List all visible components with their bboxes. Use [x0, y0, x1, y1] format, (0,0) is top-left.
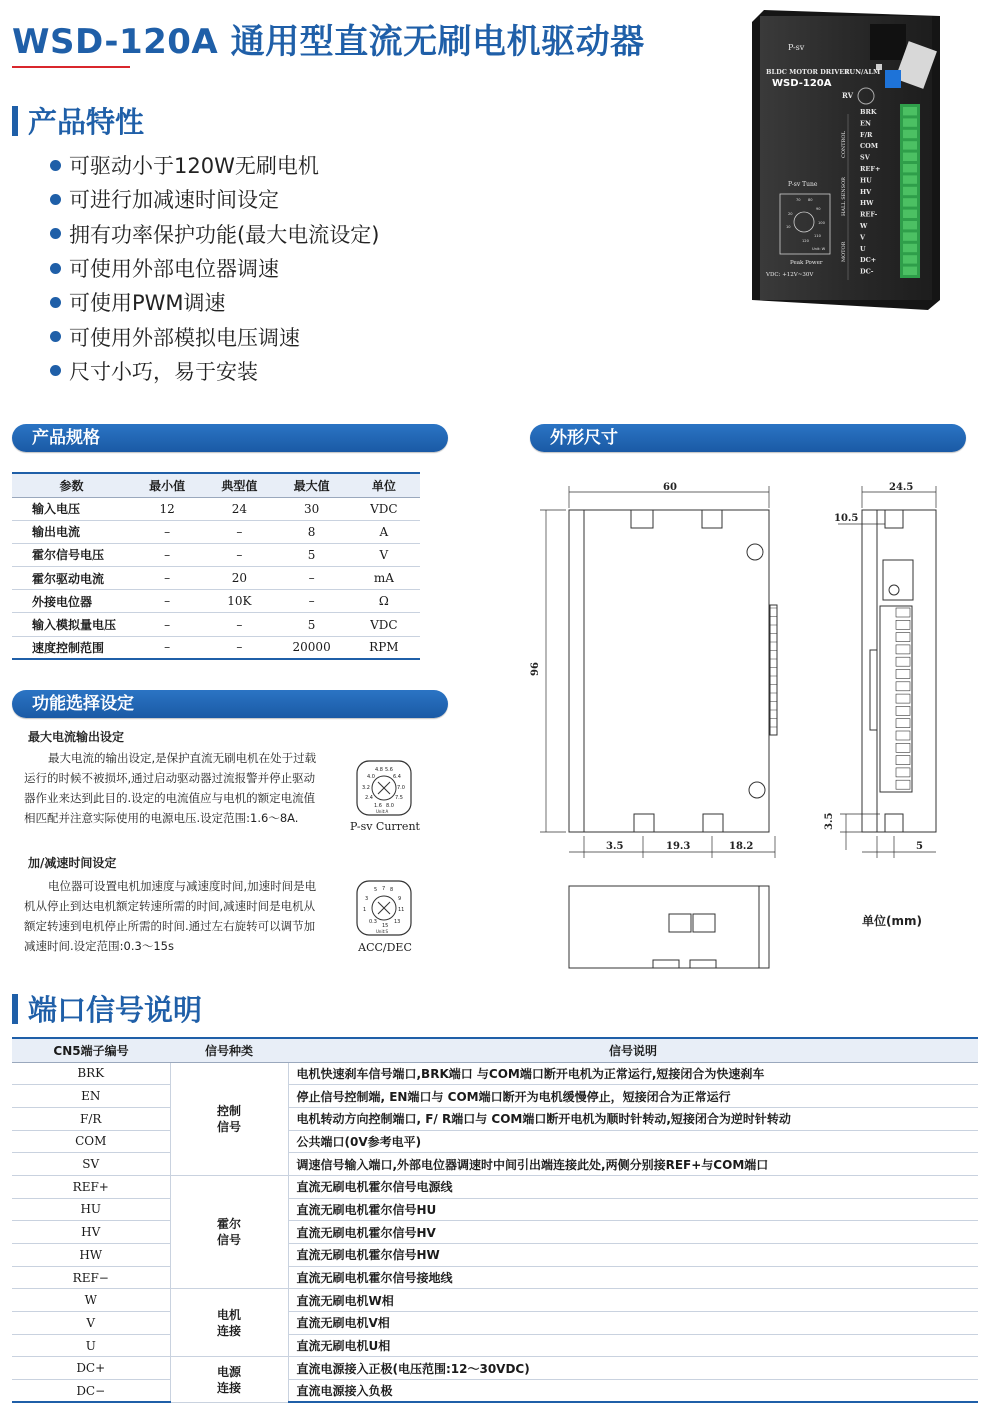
current-dial-icon — [356, 760, 412, 816]
table-cell: 外接电位器 — [12, 590, 131, 613]
column-header: 最小值 — [131, 473, 203, 497]
dial-number: 8.0 — [386, 803, 394, 809]
table-cell: 输入模拟量电压 — [12, 613, 131, 636]
terminal-pin-label: REF+ — [860, 165, 881, 173]
table-cell: – — [203, 520, 275, 543]
signal-kind-line: 连接 — [216, 1323, 241, 1338]
table-row — [12, 1221, 978, 1244]
photo-dial-number: 80 — [808, 198, 813, 202]
current-setting-text: 最大电流的输出设定,是保护直流无刷电机在处于过载运行的时候不被损坏,通过启动驱动器过流报警并停止驱动器作业来达到此目的.设定的电流值应与电机的额定电流值相匹配并注意实际使用的电源电压.设定范围:1.6～8A. — [24, 751, 317, 825]
feature-list — [50, 148, 379, 388]
photo-label-runalm: RUN/ALM — [844, 68, 881, 76]
photo-label-unit: Unit: W — [812, 247, 826, 251]
photo-dial-number: 90 — [816, 207, 821, 211]
dim-label: 3.5 — [606, 841, 624, 852]
signal-kind-cell — [170, 1289, 288, 1357]
terminal-cell: DC+ — [12, 1357, 170, 1380]
terminal-outline — [896, 780, 910, 789]
terminal-screw — [903, 141, 917, 149]
dial-number: 3.2 — [362, 785, 370, 791]
table-cell: – — [131, 590, 203, 613]
table-cell: Ω — [348, 590, 420, 613]
terminal-cell: F/R — [12, 1107, 170, 1130]
dims-heading: 外形尺寸 — [530, 424, 966, 452]
terminal-screw — [903, 187, 917, 195]
terminal-cell: EN — [12, 1085, 170, 1108]
table-cell: – — [203, 613, 275, 636]
dial-number: 2.4 — [365, 795, 373, 801]
photo-label-vdc: VDC: +12V~30V — [766, 272, 814, 278]
terminal-outline — [896, 756, 910, 765]
table-cell: – — [203, 636, 275, 659]
dial-unit: Unit:S — [376, 929, 389, 934]
table-row — [12, 520, 420, 543]
terminal-cell: BRK — [12, 1062, 170, 1085]
photo-group-control: CONTROL — [841, 131, 847, 158]
terminal-outline — [896, 620, 910, 629]
terminal-screw — [903, 267, 917, 275]
terminal-screw — [903, 107, 917, 115]
bullet-icon — [50, 263, 61, 274]
dial-number: 8 — [390, 887, 394, 893]
terminal-pin-label: HW — [860, 199, 874, 208]
dial-number: 6.4 — [393, 774, 401, 780]
dim-label: 96 — [530, 662, 541, 676]
photo-label-model: WSD-120A — [772, 78, 832, 89]
terminal-pin-label: EN — [860, 119, 871, 128]
table-cell: VDC — [348, 497, 420, 520]
bullet-icon — [50, 194, 61, 205]
dial-number: 7.0 — [397, 785, 405, 791]
photo-dial-number: 120 — [802, 239, 809, 243]
terminal-cell: W — [12, 1289, 170, 1312]
list-item: 可使用PWM调速 — [50, 285, 379, 319]
dial-number: 1.6 — [374, 803, 382, 809]
dial-number: 3 — [365, 896, 369, 902]
table-row — [12, 1289, 978, 1312]
column-header: 信号种类 — [170, 1038, 288, 1062]
accel-setting-title: 加/减速时间设定 — [28, 856, 117, 870]
terminal-outline — [896, 633, 910, 642]
ports-heading: 端口信号说明 — [12, 988, 202, 1029]
terminal-pin-label: F/R — [860, 130, 873, 139]
list-item: 可进行加减速时间设定 — [50, 182, 379, 216]
description-cell: 直流无刷电机霍尔信号HU — [288, 1198, 978, 1221]
list-item: 可使用外部模拟电压调速 — [50, 319, 379, 353]
photo-dial-number: 70 — [796, 198, 801, 202]
table-cell: 24 — [203, 497, 275, 520]
table-row — [12, 1175, 978, 1198]
table-row — [12, 543, 420, 566]
accel-dial-caption: ACC/DEC — [358, 941, 412, 954]
table-cell: RPM — [348, 636, 420, 659]
dial-number: 5.6 — [385, 767, 393, 773]
table-cell: 速度控制范围 — [12, 636, 131, 659]
terminal-cell: REF+ — [12, 1175, 170, 1198]
bullet-icon — [50, 160, 61, 171]
description-cell: 直流无刷电机霍尔信号HV — [288, 1221, 978, 1244]
table-cell: 8 — [276, 520, 348, 543]
terminal-outline — [896, 731, 910, 740]
terminal-outline — [896, 657, 910, 666]
dial-number: 1 — [363, 907, 367, 913]
bullet-icon — [50, 297, 61, 308]
table-cell: – — [276, 567, 348, 590]
photo-label-peak: Peak Power — [790, 260, 823, 266]
dial-number: 5 — [374, 887, 378, 893]
table-header-row — [12, 1038, 978, 1062]
terminal-pin-label: U — [860, 244, 866, 253]
description-cell: 电机快速刹车信号端口,BRK端口 与COM端口断开电机为正常运行,短接闭合为快速刹车 — [288, 1062, 978, 1085]
terminal-cell: HW — [12, 1244, 170, 1267]
terminal-pin-label: HV — [860, 187, 872, 196]
column-header: 参数 — [12, 473, 131, 497]
terminal-outline — [896, 719, 910, 728]
bullet-icon — [50, 228, 61, 239]
dial-number: 9 — [398, 896, 402, 902]
description-cell: 公共端口(0V参考电平) — [288, 1130, 978, 1153]
dial-unit: Unit:A — [376, 809, 389, 814]
table-row — [12, 613, 420, 636]
dial-number: 15 — [382, 923, 389, 929]
page-title: WSD-120A 通用型直流无刷电机驱动器 — [12, 22, 645, 62]
terminal-cell: SV — [12, 1153, 170, 1176]
terminal-pin-label: W — [860, 222, 868, 230]
table-cell: – — [203, 543, 275, 566]
table-cell: 20000 — [276, 636, 348, 659]
terminal-outline — [896, 694, 910, 703]
table-row — [12, 1334, 978, 1357]
terminal-screw — [903, 198, 917, 206]
table-cell: – — [131, 520, 203, 543]
accel-setting-text: 电位器可设置电机加速度与减速度时间,加速时间是电机从停止到达电机额定转速所需的时间,减速时间是电机从额定转速到电机停止所需的时间.通过左右旋转可以调节加减速时间.设定范围:0.3～15s — [24, 879, 317, 953]
dial-number: 13 — [394, 919, 401, 925]
table-cell: mA — [348, 567, 420, 590]
column-header: CN5端子编号 — [12, 1038, 170, 1062]
table-row — [12, 1380, 978, 1403]
column-header: 信号说明 — [288, 1038, 978, 1062]
table-cell: 12 — [131, 497, 203, 520]
photo-group-motor: MOTOR — [841, 241, 847, 262]
description-cell: 直流无刷电机霍尔信号电源线 — [288, 1175, 978, 1198]
table-cell: 20 — [203, 567, 275, 590]
terminal-cell: COM — [12, 1130, 170, 1153]
terminal-outline — [896, 645, 910, 654]
description-cell: 直流无刷电机霍尔信号接地线 — [288, 1266, 978, 1289]
dim-label: 3.5 — [824, 812, 835, 830]
table-cell: – — [131, 567, 203, 590]
photo-group-hall: HALL SENSOR — [841, 177, 847, 216]
heading-bar — [12, 106, 18, 136]
photo-label-ptune: P-sv Tune — [788, 181, 818, 188]
terminal-screw — [903, 130, 917, 138]
dial-number: 7 — [382, 886, 386, 892]
description-cell: 停止信号控制端, EN端口与 COM端口断开为电机缓慢停止，短接闭合为正常运行 — [288, 1085, 978, 1108]
signal-kind-line: 霍尔 — [216, 1217, 241, 1232]
description-cell: 直流无刷电机霍尔信号HW — [288, 1244, 978, 1267]
spec-table — [12, 472, 420, 660]
terminal-pin-label: BRK — [860, 108, 877, 116]
terminal-pin-label: DC- — [860, 267, 874, 276]
spec-heading: 产品规格 — [12, 424, 448, 452]
signal-kind-line: 电机 — [216, 1307, 241, 1322]
bullet-icon — [50, 365, 61, 376]
terminal-pin-label: V — [860, 233, 866, 242]
title-underline — [12, 66, 130, 68]
table-cell: 霍尔驱动电流 — [12, 567, 131, 590]
dim-label: 60 — [663, 482, 677, 493]
terminal-screw — [903, 232, 917, 240]
dial-number: 4.0 — [367, 774, 375, 780]
table-cell: – — [131, 613, 203, 636]
dim-label: 19.3 — [666, 841, 691, 852]
terminal-outline — [896, 682, 910, 691]
table-header-row — [12, 473, 420, 497]
terminal-cell: V — [12, 1312, 170, 1335]
terminal-cell: U — [12, 1334, 170, 1357]
terminal-screw — [903, 175, 917, 183]
dial-number: 0.3 — [369, 919, 377, 925]
terminal-pin-label: HU — [860, 176, 872, 185]
dial-number: 4.8 — [375, 767, 383, 773]
terminal-screw — [903, 164, 917, 172]
bullet-icon — [50, 331, 61, 342]
terminal-screw — [903, 210, 917, 218]
table-row — [12, 1244, 978, 1267]
product-photo — [752, 10, 940, 310]
table-cell: V — [348, 543, 420, 566]
signal-kind-line: 控制 — [216, 1103, 241, 1118]
table-row — [12, 1266, 978, 1289]
table-cell: 输入电压 — [12, 497, 131, 520]
table-cell: 5 — [276, 543, 348, 566]
table-row — [12, 1357, 978, 1380]
features-heading: 产品特性 — [12, 100, 144, 141]
dim-label: 5 — [916, 841, 923, 852]
table-cell: 10K — [203, 590, 275, 613]
signal-kind-line: 信号 — [216, 1119, 241, 1134]
terminal-pin-label: REF- — [860, 210, 878, 219]
dial-number: 7.5 — [395, 795, 403, 801]
terminal-outline — [896, 608, 910, 617]
description-cell: 直流无刷电机W相 — [288, 1289, 978, 1312]
photo-label-driver: BLDC MOTOR DRIVER — [766, 68, 850, 76]
column-header: 最大值 — [276, 473, 348, 497]
dial-number: 11 — [398, 907, 405, 913]
photo-dial-number: 20 — [788, 212, 793, 216]
list-item: 尺寸小巧，易于安装 — [50, 354, 379, 388]
photo-dial-number: 100 — [818, 221, 825, 225]
signal-kind-cell — [170, 1357, 288, 1402]
table-cell: 输出电流 — [12, 520, 131, 543]
table-cell: – — [131, 636, 203, 659]
func-heading: 功能选择设定 — [12, 690, 448, 718]
terminal-screw — [903, 244, 917, 252]
terminal-pin-label: COM — [860, 142, 879, 151]
terminal-cell: HV — [12, 1221, 170, 1244]
table-row — [12, 567, 420, 590]
photo-dial-number: 10 — [786, 225, 791, 229]
table-cell: – — [276, 590, 348, 613]
heading-bar — [12, 994, 18, 1024]
table-row — [12, 636, 420, 659]
table-row — [12, 1153, 978, 1176]
terminal-screw — [903, 153, 917, 161]
table-row — [12, 1085, 978, 1108]
terminal-outline — [896, 743, 910, 752]
terminal-screw — [903, 255, 917, 263]
terminal-pin-label: SV — [860, 153, 870, 162]
description-cell: 调速信号输入端口,外部电位器调速时中间引出端连接此处,两侧分别接REF+与COM端口 — [288, 1153, 978, 1176]
terminal-outline — [896, 768, 910, 777]
table-cell: VDC — [348, 613, 420, 636]
description-cell: 直流无刷电机U相 — [288, 1334, 978, 1357]
column-header: 单位 — [348, 473, 420, 497]
terminal-pin-label: DC+ — [860, 256, 877, 265]
signal-kind-cell — [170, 1175, 288, 1288]
terminal-screw — [903, 118, 917, 126]
terminal-screw — [903, 221, 917, 229]
signal-kind-line: 电源 — [216, 1364, 241, 1379]
terminal-outline — [896, 670, 910, 679]
table-cell: – — [131, 543, 203, 566]
list-item: 拥有功率保护功能(最大电流设定) — [50, 217, 379, 251]
photo-dial-number: 110 — [814, 234, 821, 238]
table-row — [12, 1130, 978, 1153]
table-row — [12, 590, 420, 613]
signal-kind-line: 信号 — [216, 1233, 241, 1248]
description-cell: 电机转动方向控制端口, F/ R端口与 COM端口断开电机为顺时针转动,短接闭合为逆时针转动 — [288, 1107, 978, 1130]
table-cell: 30 — [276, 497, 348, 520]
dim-label: 10.5 — [834, 513, 859, 524]
table-cell: A — [348, 520, 420, 543]
photo-label-top: P-sv — [788, 43, 805, 52]
signal-kind-line: 连接 — [216, 1380, 241, 1395]
table-row — [12, 1312, 978, 1335]
table-cell: 5 — [276, 613, 348, 636]
accel-dial-icon — [356, 880, 412, 936]
signal-kind-cell — [170, 1062, 288, 1175]
description-cell: 直流电源接入负极 — [288, 1380, 978, 1403]
column-header: 典型值 — [203, 473, 275, 497]
list-item: 可驱动小于120W无刷电机 — [50, 148, 379, 182]
list-item: 可使用外部电位器调速 — [50, 251, 379, 285]
terminal-cell: DC− — [12, 1380, 170, 1403]
dim-label: 24.5 — [889, 482, 914, 493]
current-dial-caption: P-sv Current — [350, 820, 420, 833]
table-row — [12, 1198, 978, 1221]
dim-label: 18.2 — [729, 841, 754, 852]
dimension-drawing — [520, 468, 990, 978]
terminal-outline — [896, 706, 910, 715]
port-table — [12, 1037, 978, 1403]
unit-label: 单位(mm) — [862, 914, 922, 928]
description-cell: 直流无刷电机V相 — [288, 1312, 978, 1335]
terminal-cell: HU — [12, 1198, 170, 1221]
table-row — [12, 1107, 978, 1130]
terminal-cell: REF− — [12, 1266, 170, 1289]
current-setting-title: 最大电流输出设定 — [28, 730, 125, 744]
description-cell: 直流电源接入正极(电压范围:12～30VDC) — [288, 1357, 978, 1380]
table-cell: 霍尔信号电压 — [12, 543, 131, 566]
table-row — [12, 1062, 978, 1085]
table-row — [12, 497, 420, 520]
photo-label-rv: RV — [842, 91, 853, 100]
